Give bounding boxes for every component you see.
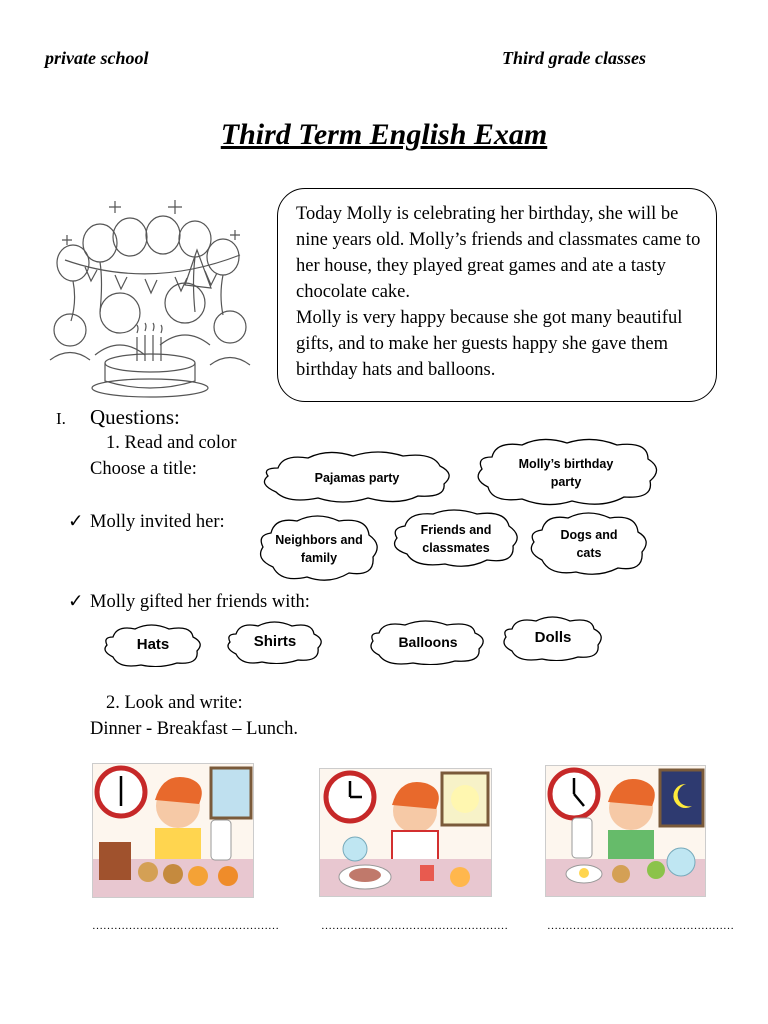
school-name: private school xyxy=(45,48,149,68)
question-2-label: 2. Look and write: xyxy=(106,693,243,713)
milk-bottle xyxy=(211,820,231,860)
section-numeral: I. xyxy=(56,409,66,428)
gift-option-cloud[interactable] xyxy=(224,620,326,664)
answer-line[interactable]: …………………………………………… xyxy=(547,920,734,932)
child-figure xyxy=(50,283,250,365)
choose-title-prompt: Choose a title: xyxy=(90,459,197,479)
invited-option-cloud[interactable] xyxy=(526,510,652,578)
clock-icon xyxy=(550,770,598,818)
gift-option-label: Hats xyxy=(136,636,170,653)
meal-picture-breakfast xyxy=(92,763,254,898)
clock-icon xyxy=(326,773,374,821)
title-option-label: Pajamas party xyxy=(314,470,400,485)
gift-option-cloud[interactable] xyxy=(101,623,205,667)
title-option-cloud[interactable] xyxy=(472,437,660,509)
check-mark: ✓ xyxy=(68,512,84,532)
grade-label: Third grade classes xyxy=(502,48,646,68)
answer-line[interactable]: …………………………………………… xyxy=(321,920,508,932)
check-mark: ✓ xyxy=(68,592,84,612)
milk-bottle xyxy=(572,818,592,858)
invited-option-cloud[interactable] xyxy=(255,513,383,585)
story-box xyxy=(277,188,717,402)
sparkle-icon xyxy=(62,200,240,245)
page-title: Third Term English Exam xyxy=(220,118,548,151)
invited-option-label: Dogs and cats xyxy=(560,528,618,560)
meal-picture-lunch xyxy=(319,768,492,897)
gift-option-label: Dolls xyxy=(534,629,572,646)
gifted-prompt: Molly gifted her friends with: xyxy=(90,592,310,612)
question-1-label: 1. Read and color xyxy=(106,433,237,453)
meal-word-bank: Dinner - Breakfast – Lunch. xyxy=(90,719,299,739)
birthday-cake xyxy=(92,323,208,397)
story-paragraph: Today Molly is celebrating her birthday, she will be nine years old. Molly’s friends and classmates came to her house, they played great games and ate a tasty chocolate cake. xyxy=(296,204,701,302)
invited-option-label: Friends and classmates xyxy=(420,523,492,555)
clock-icon xyxy=(97,768,145,816)
invited-option-label: Neighbors and family xyxy=(275,533,363,565)
title-option-label: Molly’s birthday party xyxy=(518,457,614,489)
gift-option-label: Balloons xyxy=(398,634,458,650)
title-option-cloud[interactable] xyxy=(258,450,456,505)
invited-option-cloud[interactable] xyxy=(389,508,523,570)
meal-picture-dinner xyxy=(545,765,706,897)
gift-option-cloud[interactable] xyxy=(367,619,489,665)
story-paragraph: Molly is very happy because she got many beautiful gifts, and to make her guests happy she gave them birthday hats and balloons. xyxy=(296,308,683,380)
invited-prompt: Molly invited her: xyxy=(90,512,225,532)
section-heading: Questions: xyxy=(90,405,180,429)
gift-option-cloud[interactable] xyxy=(500,615,606,661)
birthday-party-illustration xyxy=(45,195,255,400)
gift-option-label: Shirts xyxy=(253,633,297,650)
balloon-icon xyxy=(57,216,239,321)
answer-line[interactable]: …………………………………………… xyxy=(92,920,279,932)
